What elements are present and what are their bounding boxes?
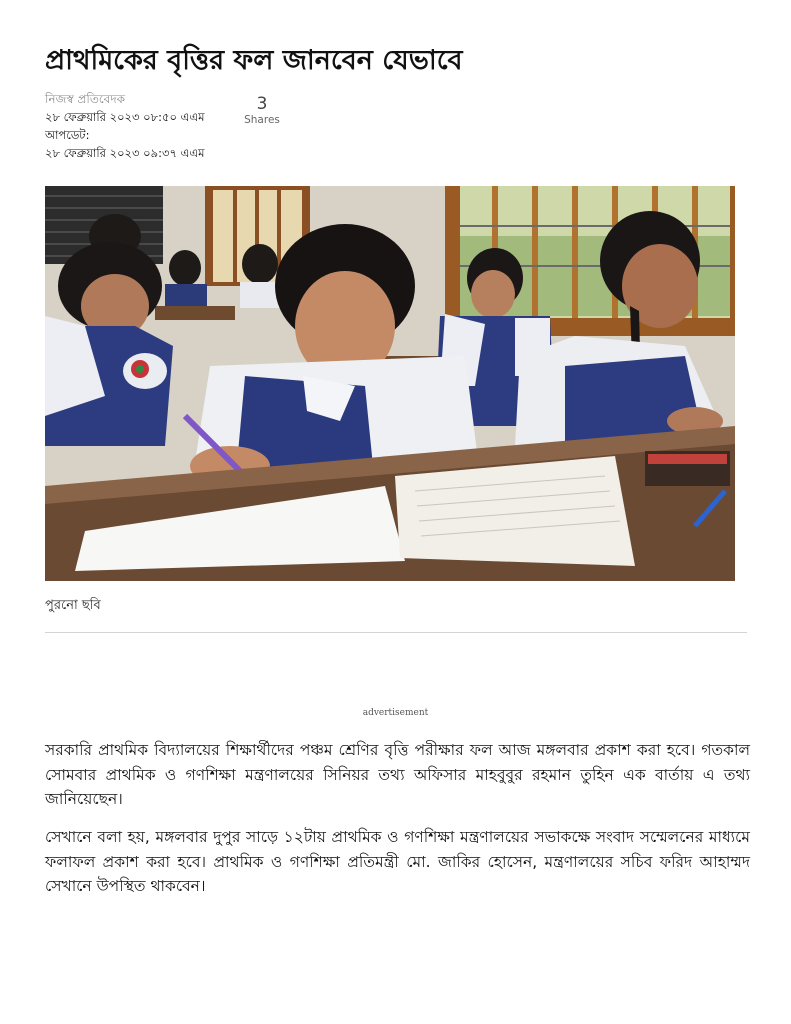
advertisement-label: advertisement bbox=[362, 708, 429, 718]
image-caption: পুরনো ছবি bbox=[45, 598, 101, 613]
article-photo bbox=[45, 186, 735, 581]
author-name[interactable]: নিজস্ব প্রতিবেদক bbox=[45, 92, 126, 106]
updated-date: ২৮ ফেব্রুয়ারি ২০২৩ ০৯:৩৭ এএম bbox=[45, 146, 205, 160]
byline bbox=[45, 91, 225, 162]
share-label: Shares bbox=[244, 114, 280, 126]
article-paragraph-1: সরকারি প্রাথমিক বিদ্যালয়ের শিক্ষার্থীদের পঞ্চম শ্রেণির বৃত্তি পরীক্ষার ফল আজ মঙ্গলবার প্রকাশ করা হবে। গতকাল সোমবার প্রাথমিক ও গণশিক্ষা মন্ত্রণালয়ের সিনিয়র তথ্য অফিসার মাহবুবুর রহমান তুহিন এক বার্তায় এ তথ্য জানিয়েছেন। bbox=[45, 741, 750, 808]
article-paragraph-2: সেখানে বলা হয়, মঙ্গলবার দুপুর সাড়ে ১২টায় প্রাথমিক ও গণশিক্ষা মন্ত্রণালয়ের সভাকক্ষে সংবাদ সম্মেলনের মাধ্যমে ফলাফল প্রকাশ করা হবে। প্রাথমিক ও গণশিক্ষা প্রতিমন্ত্রী মো. জাকির হোসেন, মন্ত্রণালয়ের সচিব ফরিদ আহাম্মদ সেখানে উপস্থিত থাকবেন। bbox=[45, 828, 750, 895]
share-counter[interactable] bbox=[238, 94, 286, 126]
published-date: ২৮ ফেব্রুয়ারি ২০২৩ ০৮:৫০ এএম bbox=[45, 110, 205, 124]
share-count: 3 bbox=[256, 94, 268, 114]
section-divider bbox=[45, 632, 747, 633]
article-headline: প্রাথমিকের বৃত্তির ফল জানবেন যেভাবে bbox=[45, 45, 463, 76]
updated-label: আপডেট: bbox=[45, 128, 90, 142]
